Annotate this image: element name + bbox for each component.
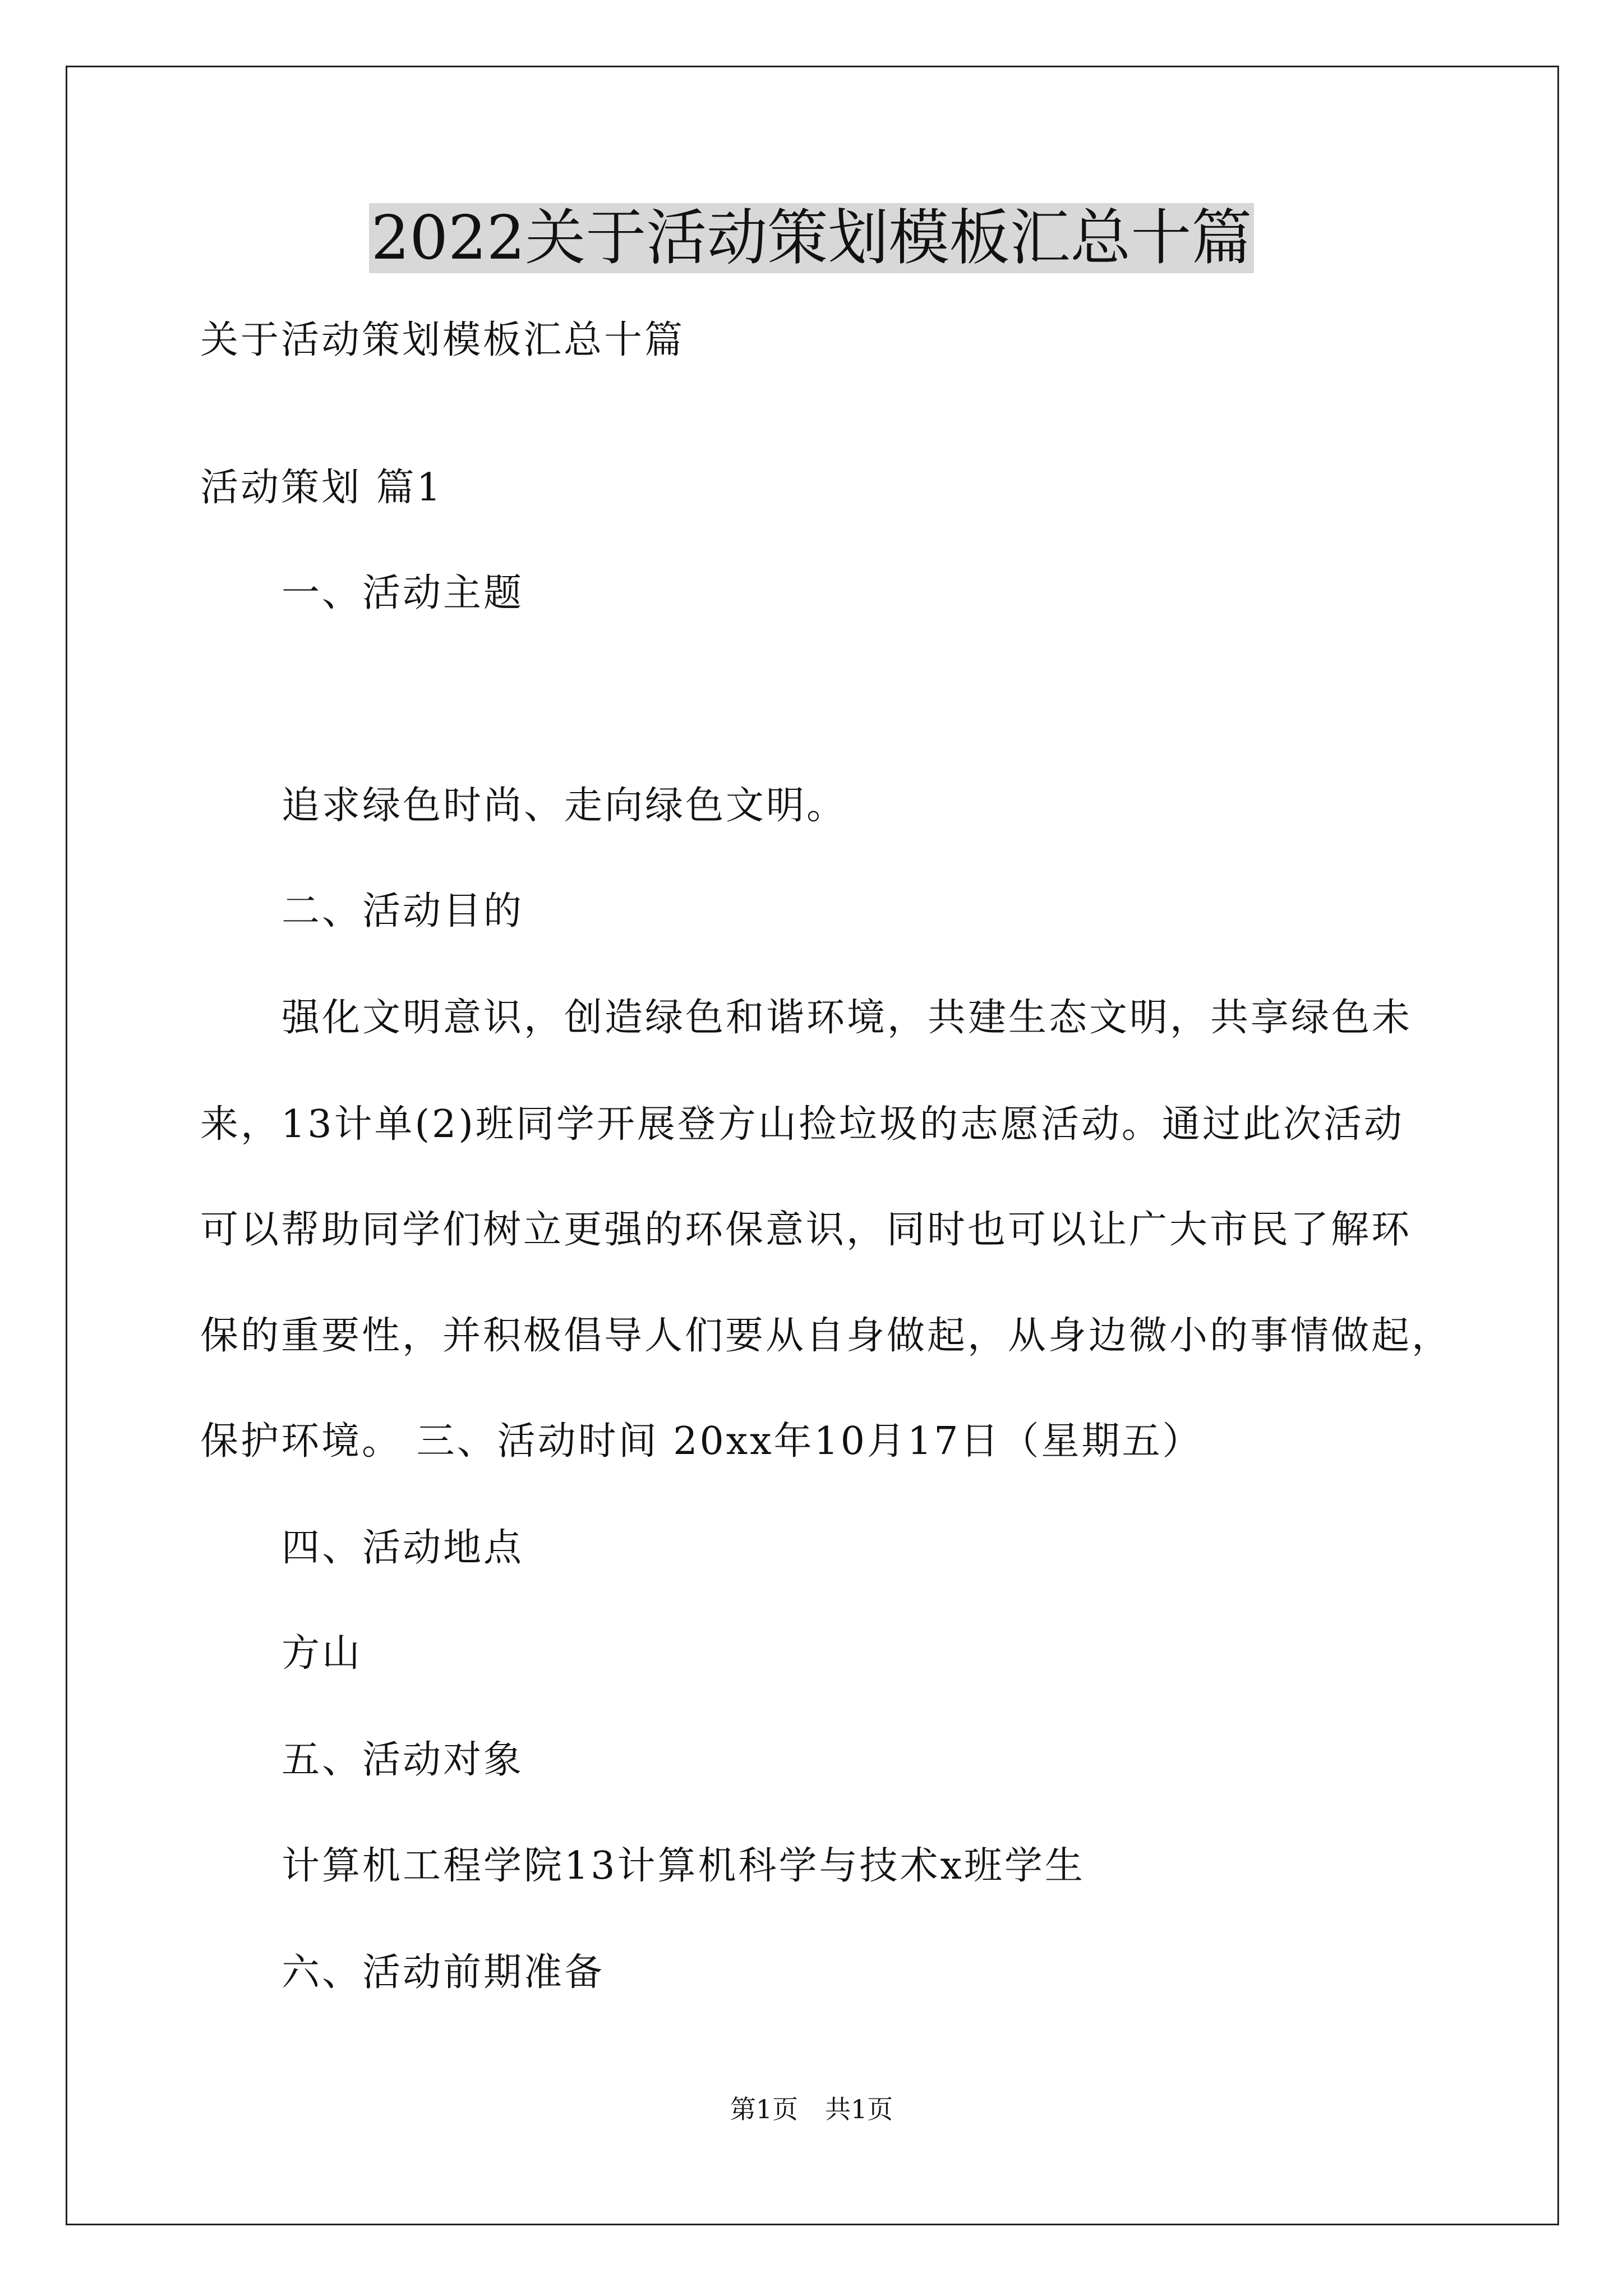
page-number: 第1页 [730, 2094, 798, 2124]
heading-activity-purpose: 二、活动目的 [282, 889, 524, 933]
heading-preparation: 六、活动前期准备 [282, 1950, 605, 1995]
paragraph-purpose-line-4: 保的重要性，并积极倡导人们要从自身做起，从身边微小的事情做起， [200, 1314, 1453, 1358]
section-heading-article-1: 活动策划 篇1 [200, 466, 443, 510]
paragraph-theme: 追求绿色时尚、走向绿色文明。 [282, 784, 847, 828]
paragraph-purpose-line-2: 来，13计单(2)班同学开展登方山捡垃圾的志愿活动。通过此次活动 [200, 1102, 1404, 1147]
heading-activity-theme: 一、活动主题 [282, 571, 524, 615]
paragraph-purpose-line-1: 强化文明意识，创造绿色和谐环境，共建生态文明，共享绿色未 [282, 996, 1413, 1040]
document-title: 2022关于活动策划模板汇总十篇 [0, 202, 1623, 275]
heading-activity-target: 五、活动对象 [282, 1738, 524, 1782]
paragraph-target: 计算机工程学院13计算机科学与技术x班学生 [282, 1844, 1085, 1888]
page-total: 共1页 [825, 2094, 893, 2124]
paragraph-purpose-line-5: 保护环境。 三、活动时间 20xx年10月17日（星期五） [200, 1419, 1203, 1464]
subtitle: 关于活动策划模板汇总十篇 [200, 318, 685, 362]
paragraph-location: 方山 [282, 1631, 363, 1676]
paragraph-purpose-line-3: 可以帮助同学们树立更强的环保意识，同时也可以让广大市民了解环 [200, 1208, 1412, 1252]
heading-activity-location: 四、活动地点 [282, 1526, 524, 1570]
page-footer [0, 2092, 1623, 2126]
